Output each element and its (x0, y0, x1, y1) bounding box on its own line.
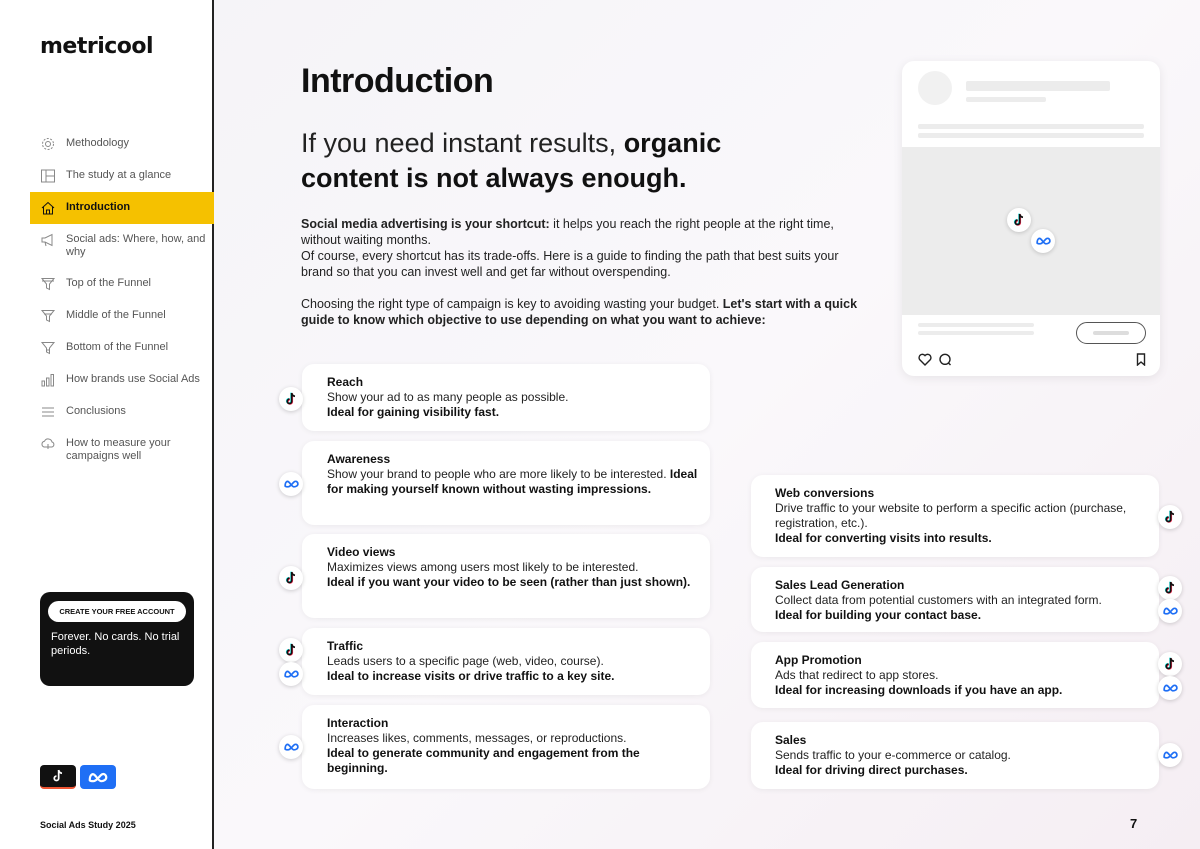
sidebar-item-label: Social ads: Where, how, and why (66, 233, 206, 258)
sidebar-item-label: Introduction (66, 201, 131, 213)
funnel-icon (40, 309, 56, 323)
card-description: Sends traffic to your e-commerce or catalog. (775, 748, 1011, 762)
card-ideal: Ideal for converting visits into results. (775, 531, 992, 545)
intro-p3-bold: Let's start with a quick guide to know which objective to use depending on what you want to achieve: (301, 297, 858, 327)
meta-icon (279, 735, 303, 759)
mockup-line (918, 133, 1144, 138)
tiktok-icon (1158, 576, 1182, 600)
card-ideal: Ideal to increase visits or drive traffic to a key site. (327, 669, 615, 683)
sidebar-item-label: How brands use Social Ads (66, 373, 200, 385)
page-title: Introduction (301, 62, 494, 100)
subtitle-plain: If you need instant results, (301, 128, 624, 158)
card-description: Increases likes, comments, messages, or reproductions. (327, 731, 627, 745)
gear-icon (40, 137, 56, 151)
sidebar-item-how-brands[interactable] (30, 364, 214, 396)
objective-card-sales (751, 722, 1159, 789)
objective-card-awareness (302, 441, 710, 525)
intro-paragraph-3 (301, 296, 861, 328)
intro-paragraph-1 (301, 216, 861, 280)
card-title: Reach (327, 375, 364, 389)
bookmark-icon (1136, 353, 1146, 371)
meta-icon (1158, 743, 1182, 767)
tiktok-icon (279, 566, 303, 590)
sidebar-nav (30, 128, 214, 472)
cloud-icon (40, 437, 56, 451)
sidebar-item-label: How to measure your campaigns well (66, 437, 171, 462)
objective-card-lead-generation (751, 567, 1159, 632)
page-subtitle (301, 126, 821, 196)
sidebar-item-introduction[interactable] (30, 192, 214, 224)
sidebar-item-top-funnel[interactable] (30, 268, 214, 300)
sidebar-item-conclusions[interactable] (30, 396, 214, 428)
card-title: Awareness (327, 452, 391, 466)
cta-text: Forever. No cards. No trial periods. (51, 631, 180, 657)
card-ideal: Ideal for driving direct purchases. (775, 763, 968, 777)
card-ideal: Ideal for gaining visibility fast. (327, 405, 500, 419)
card-ideal: Ideal for building your contact base. (775, 608, 982, 622)
tiktok-icon (1158, 652, 1182, 676)
mockup-line (966, 97, 1046, 102)
mockup-media (902, 147, 1160, 315)
tiktok-icon (279, 638, 303, 662)
heart-icon (918, 353, 932, 366)
meta-icon (279, 662, 303, 686)
card-description: Leads users to a specific page (web, video, course). (327, 654, 604, 668)
comment-icon (938, 353, 952, 366)
list-icon (40, 405, 56, 419)
sidebar-item-study-at-a-glance[interactable] (30, 160, 214, 192)
sidebar-item-bottom-funnel[interactable] (30, 332, 214, 364)
social-post-mockup (902, 61, 1160, 376)
card-ideal: Ideal for making yourself known without wasting impressions. (327, 467, 698, 496)
objective-card-app-promotion (751, 642, 1159, 708)
meta-icon (279, 472, 303, 496)
cta-box (40, 592, 194, 686)
objective-card-video-views (302, 534, 710, 618)
intro-p1-rest: it helps you reach the right people at the right time, without waiting months. (301, 217, 834, 247)
sidebar-item-label: The study at a glance (66, 169, 172, 181)
megaphone-icon (40, 233, 56, 247)
mockup-line (918, 124, 1144, 129)
mockup-avatar (918, 71, 952, 105)
card-description: Show your ad to as many people as possible. (327, 390, 569, 404)
page-number: 7 (1130, 816, 1138, 831)
card-ideal: Ideal for increasing downloads if you have an app. (775, 683, 1063, 697)
tiktok-icon (1007, 208, 1031, 232)
card-description: Collect data from potential customers with an integrated form. (775, 593, 1102, 607)
mockup-button (1076, 322, 1146, 344)
home-icon (40, 201, 56, 215)
mockup-actions (918, 353, 952, 366)
intro-p3-plain: Choosing the right type of campaign is key to avoiding wasting your budget. (301, 297, 723, 311)
card-title: Sales Lead Generation (775, 578, 905, 592)
metricool-logo[interactable]: metricool (40, 34, 154, 59)
platform-badges (40, 765, 116, 789)
sidebar-item-label: Top of the Funnel (66, 277, 152, 289)
meta-logo-icon (80, 765, 116, 789)
sidebar-item-label: Conclusions (66, 405, 126, 417)
card-description: Ads that redirect to app stores. (775, 668, 939, 682)
card-title: App Promotion (775, 653, 862, 667)
objective-card-interaction (302, 705, 710, 789)
card-title: Interaction (327, 716, 389, 730)
subtitle-bold: organic content is not always enough. (301, 128, 722, 193)
meta-icon (1158, 676, 1182, 700)
card-title: Web conversions (775, 486, 875, 500)
intro-p1-bold: Social media advertising is your shortcut: (301, 217, 550, 231)
funnel-icon (40, 277, 56, 291)
meta-icon (1031, 229, 1055, 253)
sidebar-item-methodology[interactable] (30, 128, 214, 160)
sidebar-item-label: Middle of the Funnel (66, 309, 166, 321)
objective-card-reach (302, 364, 710, 431)
card-description: Drive traffic to your website to perform a specific action (purchase, registration, etc.). (775, 501, 1127, 530)
card-description: Maximizes views among users most likely to be interested. (327, 560, 639, 574)
mockup-line (918, 323, 1034, 327)
objective-card-traffic (302, 628, 710, 695)
tiktok-logo-icon (40, 765, 76, 789)
bar-chart-icon (40, 373, 56, 387)
card-title: Video views (327, 545, 396, 559)
card-title: Traffic (327, 639, 364, 653)
tiktok-icon (1158, 505, 1182, 529)
card-description: Show your brand to people who are more likely to be interested. (327, 467, 670, 481)
objective-card-web-conversions (751, 475, 1159, 557)
intro-p2: Of course, every shortcut has its trade-offs. Here is a guide to finding the path that best suits your brand so that you can invest well and get far without overspending. (301, 249, 839, 279)
sidebar-item-label: Methodology (66, 137, 129, 149)
footer-label: Social Ads Study 2025 (40, 820, 136, 830)
create-account-button[interactable]: CREATE YOUR FREE ACCOUNT (48, 601, 186, 622)
sidebar-item-label: Bottom of the Funnel (66, 341, 169, 353)
intro-text (301, 216, 861, 328)
card-ideal: Ideal if you want your video to be seen (rather than just shown). (327, 575, 691, 589)
card-ideal: Ideal to generate community and engagement from the beginning. (327, 746, 640, 775)
sidebar-item-social-ads[interactable] (30, 224, 214, 268)
meta-icon (1158, 599, 1182, 623)
mockup-line (918, 331, 1034, 335)
card-title: Sales (775, 733, 807, 747)
sidebar (0, 0, 214, 849)
layout-icon (40, 169, 56, 183)
tiktok-icon (279, 387, 303, 411)
funnel-icon (40, 341, 56, 355)
sidebar-item-middle-funnel[interactable] (30, 300, 214, 332)
sidebar-item-measure-campaigns[interactable] (30, 428, 214, 472)
mockup-line (966, 81, 1110, 91)
